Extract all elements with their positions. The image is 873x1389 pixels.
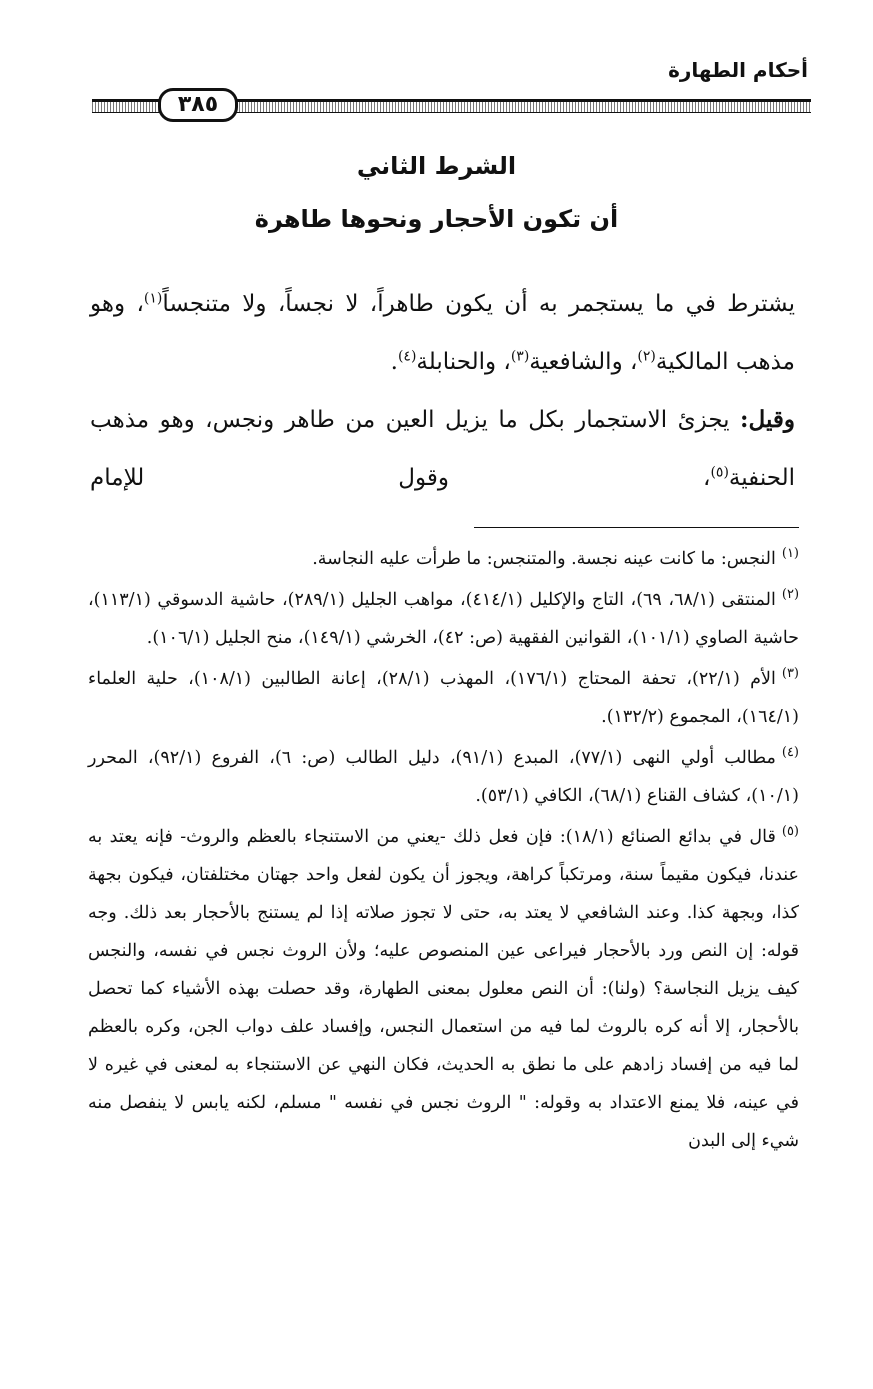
footnote-1 — [88, 540, 799, 578]
paragraph-1-text-b: ، وهو مذهب المالكية — [90, 291, 795, 375]
footnotes — [88, 540, 799, 1160]
paragraph-1-text-a: يشترط في ما يستجمر به أن يكون طاهراً، لا نجساً، ولا متنجساً — [162, 291, 795, 317]
paragraph-2 — [90, 391, 795, 507]
paragraph-2-lead: وقيل: — [740, 406, 795, 433]
footnote-ref-2: (٢) — [637, 348, 656, 365]
footnote-2 — [88, 581, 799, 657]
paragraph-1-text-d: ، والحنابلة — [416, 349, 511, 375]
footnote-number: (٣) — [781, 666, 799, 682]
paragraph-2-text-a: يجزئ الاستجمار بكل ما يزيل العين من طاهر ونجس، وهو مذهب الحنفية — [90, 407, 795, 491]
footnote-number: (٢) — [781, 587, 800, 603]
footnote-number: (١) — [781, 546, 799, 562]
footnote-separator — [474, 527, 799, 528]
footnote-text: الأم (٢٢/١)، تحفة المحتاج (١٧٦/١)، المهذب (٢٨/١)، إعانة الطالبين (١٠٨/١)، حلية العلماء (١٦٤/١)، المجموع (١٣٢/٢). — [88, 669, 799, 727]
footnote-text: مطالب أولي النهى (٧٧/١)، المبدع (٩١/١)، دليل الطالب (ص: ٦)، الفروع (٩٢/١)، المحرر (١٠/١)، كشاف القناع (٦٨/١)، الكافي (٥٣/١). — [88, 748, 799, 806]
footnote-number: (٥) — [781, 824, 799, 840]
footnote-5 — [88, 818, 799, 1160]
footnote-text: قال في بدائع الصنائع (١٨/١): فإن فعل ذلك -يعني من الاستنجاء بالعظم والروث- فإنه يعتد به عندنا، فيكون مقيماً سنة، ومرتكباً كراهة، ويجوز أن يكون لفعل واحد جهتان مختلفتان، فيكون بجهة كذا، وبجهة كذا. وعند الشافعي لا يعتد به، حتى لا تجوز صلاته إذا لم يستنج بالأحجار بعد ذلك. وجه قوله: إن النص ورد بالأحجار فيراعى عين المنصوص عليه؛ ولأن الروث نجس في نفسه، والنجس كيف يزيل النجاسة؟ (ولنا): أن النص معلول بمعنى الطهارة، وقد حصلت بهذه الأشياء كما تحصل بالأحجار، إلا أنه كره بالروث لما فيه من استعمال النجس، وإفساد علف دواب الجن، وكره بالعظم لما فيه من إفساد زادهم على ما نطق به الحديث، فكان النهي عن الاستنجاء به لمعنى في غيره لا في عينه، فلا يمنع الاعتداد به وقوله: " الروث نجس في نفسه " مسلم، لكنه يابس لا ينفصل منه شيء إلى البدن — [88, 827, 799, 1151]
running-title: أحكام الطهارة — [668, 58, 808, 82]
paragraph-2-text-b: ، وقول للإمام — [90, 465, 711, 491]
section-subtitle: أن تكون الأحجار ونحوها طاهرة — [254, 205, 619, 233]
footnote-text: النجس: ما كانت عينه نجسة. والمتنجس: ما طرأت عليه النجاسة. — [312, 549, 776, 569]
footnote-4 — [88, 739, 799, 815]
footnote-3 — [88, 660, 799, 736]
footnote-ref-3: (٣) — [510, 348, 530, 365]
footnote-ref-1: (١) — [143, 290, 163, 307]
paragraph-1-text-c: ، والشافعية — [529, 349, 638, 375]
footnote-ref-5: (٥) — [710, 464, 729, 481]
main-text — [90, 275, 795, 507]
footnote-text: المنتقى (٦٨/١، ٦٩)، التاج والإكليل (٤١٤/١)، مواهب الجليل (٢٨٩/١)، حاشية الدسوقي (١١٣/١)، حاشية الصاوي (١٠١/١)، القوانين الفقهية (ص: ٤٢)، الخرشي (١٤٩/١)، منح الجليل (١٠٦/١). — [88, 590, 799, 648]
footnote-ref-4: (٤) — [397, 348, 417, 365]
paragraph-1 — [90, 275, 795, 391]
footnote-number: (٤) — [781, 745, 799, 761]
page-number: ٣٨٥ — [158, 88, 238, 122]
section-title: الشرط الثاني — [356, 152, 517, 180]
paragraph-1-text-e: . — [390, 349, 398, 375]
